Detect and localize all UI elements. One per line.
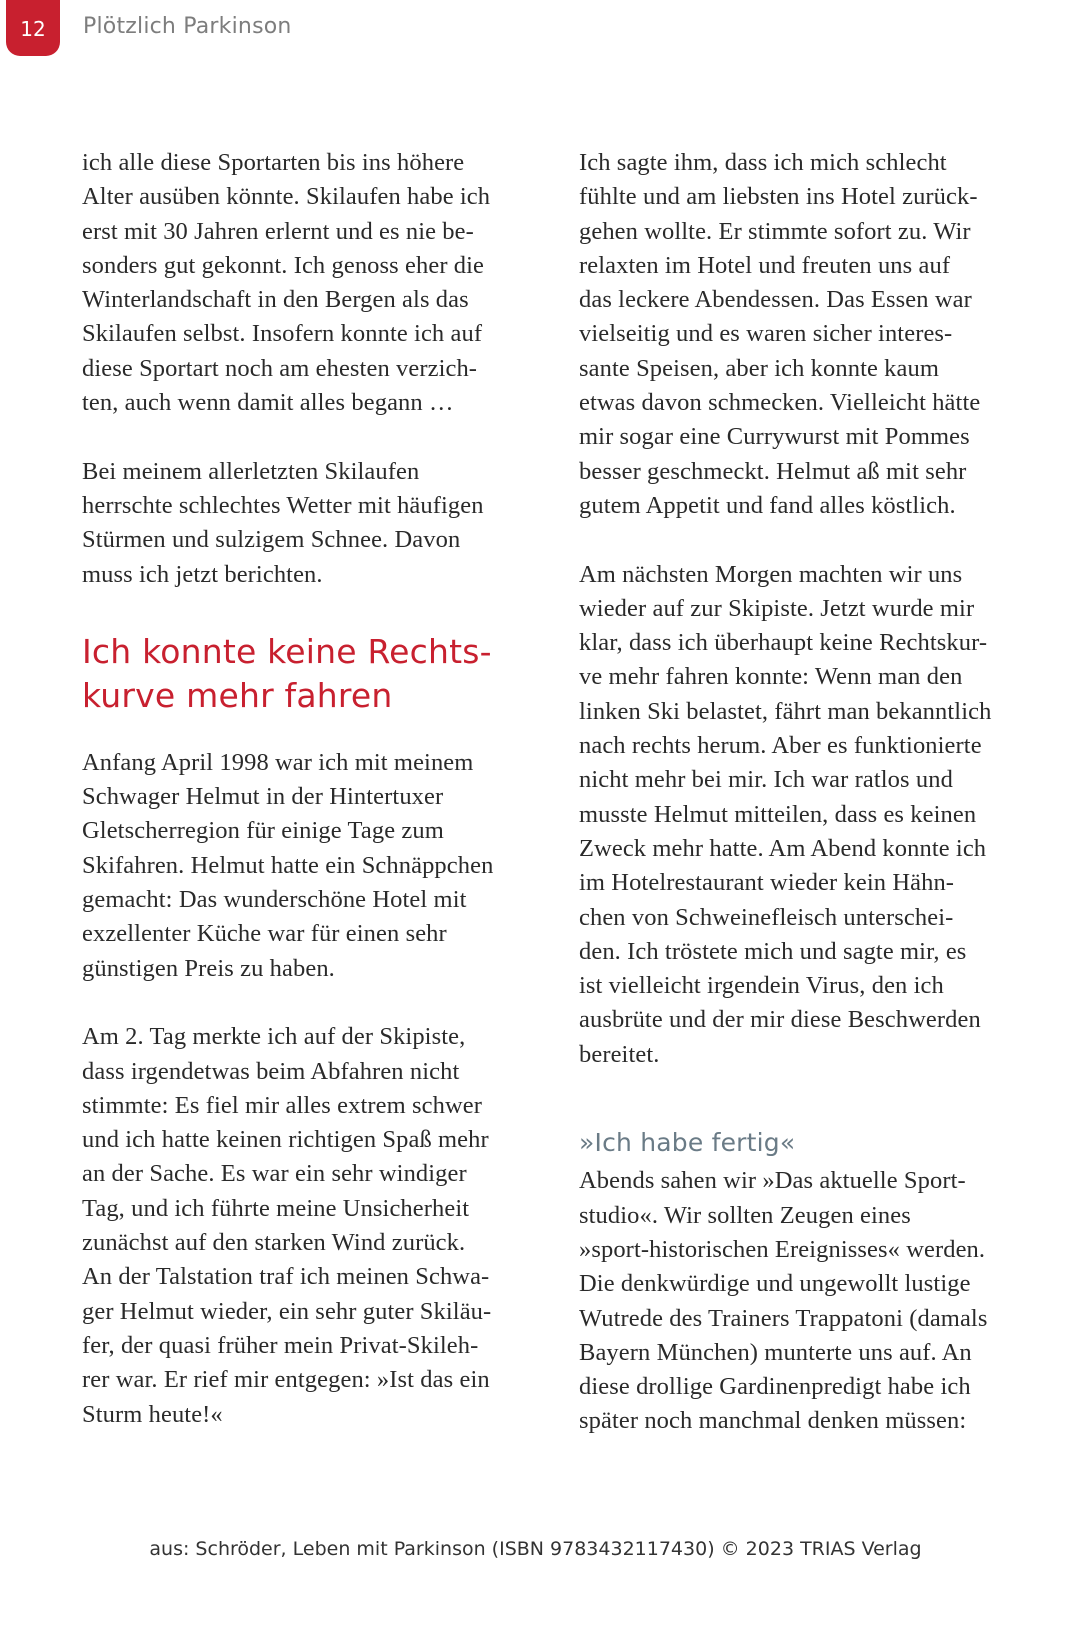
text-line: den. Ich tröstete mich und sagte mir, es (579, 937, 967, 965)
text-line: »sport-historischen Ereignisses« werden. (579, 1235, 986, 1263)
text-line: Zweck mehr hatte. Am Abend konnte ich (579, 834, 987, 862)
text-line: erst mit 30 Jahren erlernt und es nie be- (82, 217, 474, 245)
text-line: musste Helmut mitteilen, dass es keinen (579, 800, 977, 828)
text-line: nach rechts herum. Aber es funktionierte (579, 732, 982, 760)
text-line: diese Sportart noch am ehesten verzich- (82, 354, 478, 382)
heading-line: kurve mehr fahren (82, 675, 393, 715)
text-line: Winterlandschaft in den Bergen als das (82, 286, 469, 314)
text-line: und ich hatte keinen richtigen Spaß mehr (82, 1126, 489, 1154)
text-line: klar, dass ich überhaupt keine Rechtskur- (579, 629, 988, 657)
text-line: bereitet. (579, 1040, 660, 1068)
text-line: sante Speisen, aber ich konnte kaum (579, 354, 940, 382)
text-line: stimmte: Es fiel mir alles extrem schwer (82, 1091, 482, 1119)
text-line: fer, der quasi früher mein Privat-Skileh- (82, 1331, 479, 1359)
text-line: herrschte schlechtes Wetter mit häufigen (82, 491, 484, 519)
paragraph-gap (579, 523, 1041, 557)
page-number: 12 (20, 17, 46, 41)
text-line: Skilaufen selbst. Insofern konnte ich auf (82, 320, 483, 348)
text-line: nicht mehr bei mir. Ich war ratlos und (579, 766, 953, 794)
text-line: Abends sahen wir »Das aktuelle Sport- (579, 1167, 966, 1195)
text-line: rer war. Er rief mir entgegen: »Ist das ein (82, 1366, 490, 1394)
text-line: das leckere Abendessen. Das Essen war (579, 286, 972, 314)
text-line: später noch manchmal denken müssen: (579, 1407, 967, 1435)
text-line: zunächst auf den starken Wind zurück. (82, 1229, 466, 1257)
text-line: chen von Schweinefleisch unterschei- (579, 903, 954, 931)
text-line: gutem Appetit und fand alles köstlich. (579, 491, 956, 519)
text-line: im Hotelrestaurant wieder kein Hähn- (579, 869, 955, 897)
intro-paragraph (82, 146, 547, 420)
text-line: mir sogar eine Currywurst mit Pommes (579, 423, 970, 451)
text-line: Wutrede des Trainers Trappatoni (damals (579, 1304, 988, 1332)
text-line: Die denkwürdige und ungewollt lustige (579, 1270, 971, 1298)
text-line: gehen wollte. Er stimmte sofort zu. Wir (579, 217, 971, 245)
weather-paragraph (82, 455, 547, 592)
hotel-paragraph (579, 146, 1041, 523)
day2-paragraph (82, 1020, 547, 1432)
text-line: Sturm heute!« (82, 1400, 223, 1428)
heading-line: Ich konnte keine Rechts- (82, 631, 492, 671)
text-line: muss ich jetzt berichten. (82, 560, 323, 588)
text-line: vielseitig und es waren sicher interes- (579, 320, 953, 348)
section-heading (82, 630, 547, 718)
text-line: wieder auf zur Skipiste. Jetzt wurde mir (579, 594, 975, 622)
text-line: Anfang April 1998 war ich mit meinem (82, 748, 474, 776)
paragraph-gap (82, 986, 547, 1020)
text-line: ve mehr fahren konnte: Wenn man den (579, 663, 963, 691)
text-line: exzellenter Küche war für einen sehr (82, 920, 447, 948)
text-line: Gletscherregion für einige Tage zum (82, 817, 444, 845)
text-line: ausbrüte und der mir diese Beschwerden (579, 1006, 981, 1034)
paragraph-gap (82, 420, 547, 454)
page-number-tab (6, 0, 60, 56)
text-line: fühlte und am liebsten ins Hotel zurück- (579, 183, 978, 211)
text-line: dass irgendetwas beim Abfahren nicht (82, 1057, 460, 1085)
running-title: Plötzlich Parkinson (83, 14, 292, 39)
text-line: relaxten im Hotel und freuten uns auf (579, 251, 951, 279)
evening-paragraph (579, 1164, 1041, 1438)
text-line: Alter ausüben könnte. Skilaufen habe ich (82, 183, 491, 211)
morning-paragraph (579, 558, 1041, 1072)
text-line: Am nächsten Morgen machten wir uns (579, 560, 963, 588)
text-line: diese drollige Gardinenpredigt habe ich (579, 1373, 971, 1401)
text-line: An der Talstation traf ich meinen Schwa- (82, 1263, 490, 1291)
text-line: Bei meinem allerletzten Skilaufen (82, 457, 420, 485)
footer-citation: aus: Schröder, Leben mit Parkinson (ISBN 9783432117430) © 2023 TRIAS Verlag (149, 1538, 922, 1560)
text-line: sonders gut gekonnt. Ich genoss eher die (82, 251, 485, 279)
text-line: an der Sache. Es war ein sehr windiger (82, 1160, 467, 1188)
text-line: Bayern München) munterte uns auf. An (579, 1338, 972, 1366)
text-line: Tag, und ich führte meine Unsicherheit (82, 1194, 470, 1222)
text-line: günstigen Preis zu haben. (82, 954, 335, 982)
text-line: ger Helmut wieder, ein sehr guter Skiläu- (82, 1297, 492, 1325)
text-line: Skifahren. Helmut hatte ein Schnäppchen (82, 851, 494, 879)
left-column (82, 146, 547, 1432)
text-line: ist vielleicht irgendein Virus, den ich (579, 972, 944, 1000)
text-line: linken Ski belastet, fährt man bekanntlich (579, 697, 992, 725)
text-line: ten, auch wenn damit alles begann … (82, 389, 454, 417)
text-line: Ich sagte ihm, dass ich mich schlecht (579, 149, 947, 176)
right-column (579, 146, 1041, 1439)
text-line: gemacht: Das wunderschöne Hotel mit (82, 886, 467, 914)
text-line: Am 2. Tag merkte ich auf der Skipiste, (82, 1023, 466, 1051)
text-line: studio«. Wir sollten Zeugen eines (579, 1201, 911, 1229)
text-line: ich alle diese Sportarten bis ins höhere (82, 149, 465, 176)
text-line: etwas davon schmecken. Vielleicht hätte (579, 389, 981, 417)
text-line: besser geschmeckt. Helmut aß mit sehr (579, 457, 967, 485)
april-paragraph (82, 746, 547, 986)
text-line: Schwager Helmut in der Hintertuxer (82, 783, 444, 811)
sub-heading: »Ich habe fertig« (579, 1128, 796, 1158)
text-line: Stürmen und sulzigem Schnee. Davon (82, 526, 461, 554)
